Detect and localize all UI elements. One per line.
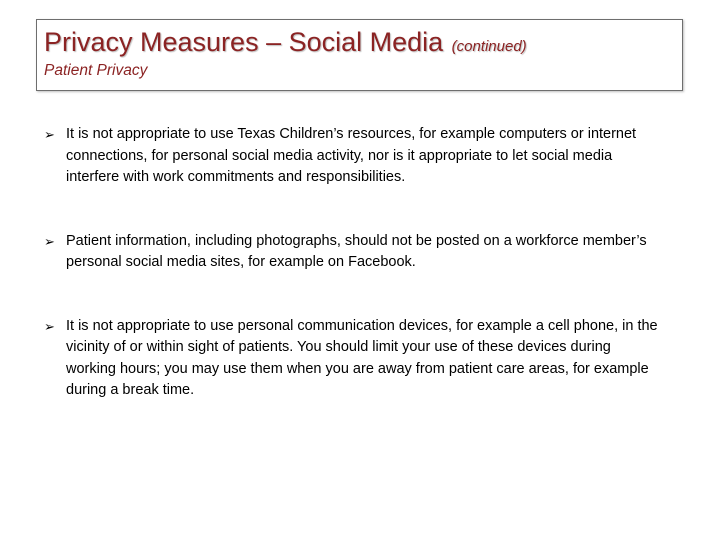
arrowhead-bullet-icon: ➢ <box>44 318 55 334</box>
page-subtitle: Patient Privacy <box>44 62 148 79</box>
title-box <box>36 19 683 91</box>
bullet-item <box>44 316 664 402</box>
bullet-text: Patient information, including photographs, should not be posted on a workforce member’s personal social media sites, for example on Facebook. <box>66 232 647 270</box>
title-line <box>44 27 527 58</box>
arrowhead-bullet-icon: ➢ <box>44 127 55 142</box>
bullet-text: It is not appropriate to use personal communication devices, for example a cell phone, in the vicinity of or within sight of patients. You should limit your use of these devices during working hours; you may use them when you are away from patient care areas, for example during a break time. <box>66 317 658 398</box>
arrowhead-bullet-icon: ➢ <box>44 233 55 249</box>
bullet-text: It is not appropriate to use Texas Children’s resources, for example computers or internet connections, for personal social media activity, nor is it appropriate to let social media interfere with work commitments and responsibilities. <box>66 126 637 185</box>
bullet-item <box>44 124 664 189</box>
bullet-list <box>44 124 664 402</box>
page-title: Privacy Measures – Social Media <box>44 27 444 57</box>
bullet-item <box>44 231 664 274</box>
title-continued-note: (continued) <box>451 38 527 55</box>
